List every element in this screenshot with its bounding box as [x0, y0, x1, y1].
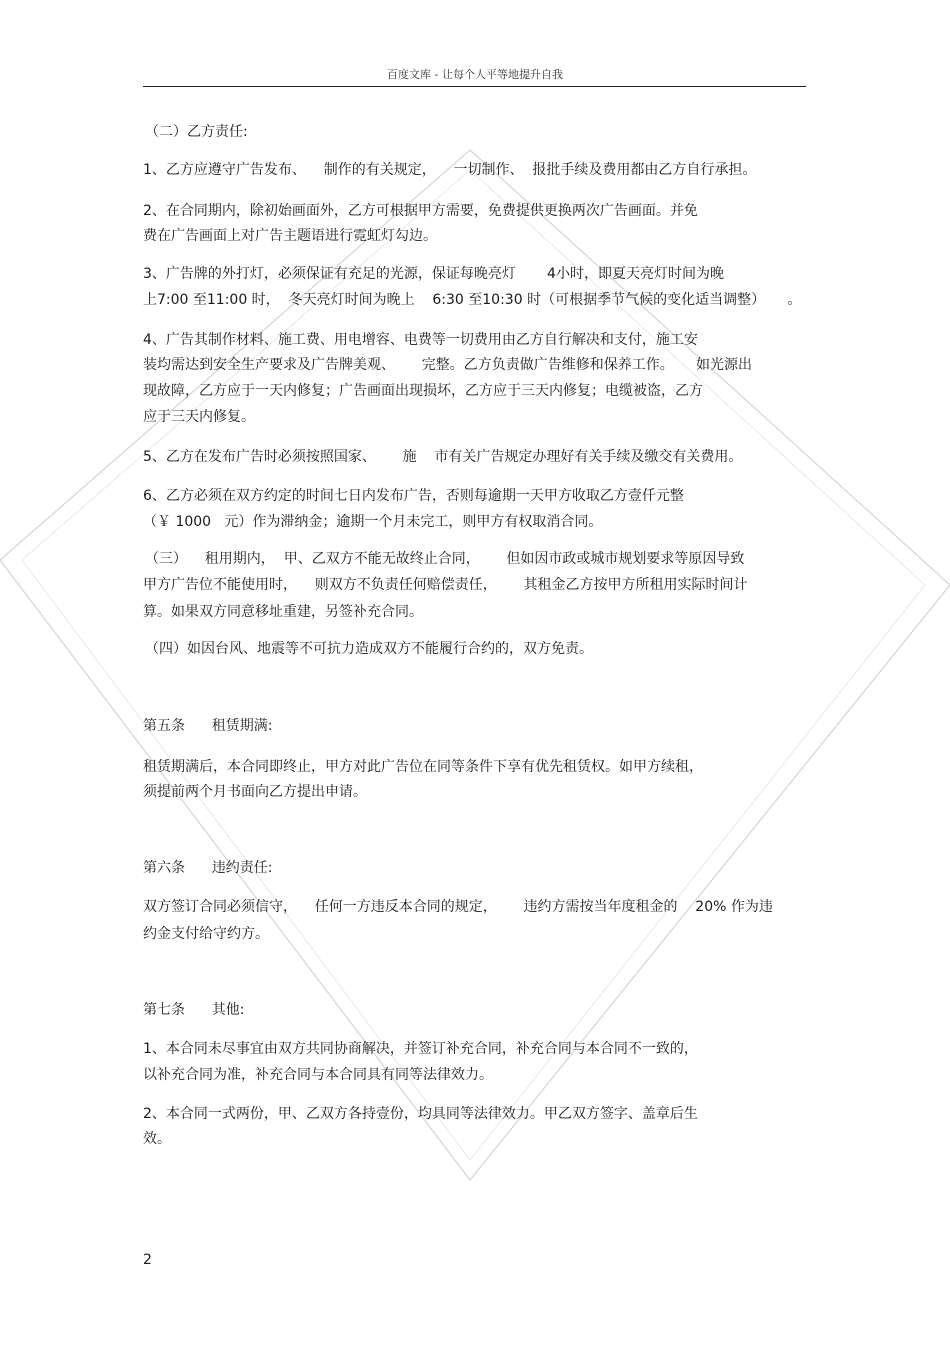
- section-three-line-2: 甲方广告位不能使用时， 则双方不负责任何赔偿责任， 其租金乙方按甲方所租用实际时间计: [143, 577, 748, 593]
- article-six-heading: 第六条 违约责任:: [143, 860, 273, 876]
- article-five-heading: 第五条 租赁期满:: [143, 718, 273, 734]
- clause-2-line-1: 2、在合同期内，除初始画面外，乙方可根据甲方需要，免费提供更换两次广告画面。并免: [143, 203, 698, 219]
- clause-4-line-1: 4、广告其制作材料、施工费、用电增容、电费等一切费用由乙方自行解决和支付，施工安: [143, 332, 698, 348]
- article-seven-clause-2-line-1: 2、本合同一式两份，甲、乙双方各持壹份，均具同等法律效力。甲乙双方签字、盖章后生: [143, 1106, 698, 1122]
- article-seven-heading: 第七条 其他:: [143, 1002, 245, 1018]
- clause-1-line: 1、乙方应遵守广告发布、 制作的有关规定， 一切制作、 报批手续及费用都由乙方自行承担。: [143, 162, 757, 178]
- clause-3-line-2: 上7:00 至11:00 时， 冬天亮灯时间为晚上 6:30 至10:30 时（可根据季节气候的变化适当调整） 。: [143, 292, 802, 308]
- article-seven-clause-2-line-2: 效。: [143, 1131, 171, 1147]
- section-three-line-3: 算。如果双方同意移址重建，另签补充合同。: [143, 604, 423, 620]
- article-six-line-2: 约金支付给守约方。: [143, 926, 269, 942]
- clause-3-line-1: 3、广告牌的外打灯，必须保证有充足的光源，保证每晚亮灯 4小时，即夏天亮灯时间为晚: [143, 266, 724, 282]
- article-six-line-1: 双方签订合同必须信守， 任何一方违反本合同的规定， 违约方需按当年度租金的 20% 作为违: [143, 899, 773, 915]
- clause-4-line-4: 应于三天内修复。: [143, 409, 255, 425]
- page-header-title: 百度文库 - 让每个人平等地提升自我: [387, 68, 563, 81]
- clause-4-line-2: 装均需达到安全生产要求及广告牌美观、 完整。乙方负责做广告维修和保养工作。 如光源出: [143, 357, 752, 373]
- section-four-line: （四）如因台风、地震等不可抗力造成双方不能履行合约的，双方免责。: [145, 641, 593, 657]
- clause-5-line: 5、乙方在发布广告时必须按照国家、 施 市有关广告规定办理好有关手续及缴交有关费用。: [143, 449, 743, 465]
- article-five-line-1: 租赁期满后，本合同即终止，甲方对此广告位在同等条件下享有优先租赁权。如甲方续租，: [143, 759, 703, 775]
- clause-6-line-1: 6、乙方必须在双方约定的时间七日内发布广告，否则每逾期一天甲方收取乙方壹仟元整: [143, 488, 684, 504]
- article-five-line-2: 须提前两个月书面向乙方提出申请。: [143, 784, 367, 800]
- article-seven-clause-1-line-1: 1、本合同未尽事宜由双方共同协商解决，并签订补充合同，补充合同与本合同不一致的，: [143, 1041, 698, 1057]
- section-three-line-1: （三） 租用期内， 甲、乙双方不能无故终止合同， 但如因市政或城市规划要求等原因导致: [145, 551, 745, 567]
- clause-4-line-3: 现故障，乙方应于一天内修复；广告画面出现损坏，乙方应于三天内修复；电缆被盗，乙方: [143, 383, 703, 399]
- article-seven-clause-1-line-2: 以补充合同为准，补充合同与本合同具有同等法律效力。: [143, 1067, 493, 1083]
- page-number: 2: [143, 1252, 152, 1268]
- clause-6-line-2: （￥ 1000 元）作为滞纳金；逾期一个月未完工，则甲方有权取消合同。: [143, 514, 603, 530]
- header-divider: [143, 86, 806, 87]
- clause-2-line-2: 费在广告画面上对广告主题语进行霓虹灯勾边。: [143, 228, 437, 244]
- section-two-heading: （二）乙方责任:: [145, 124, 248, 140]
